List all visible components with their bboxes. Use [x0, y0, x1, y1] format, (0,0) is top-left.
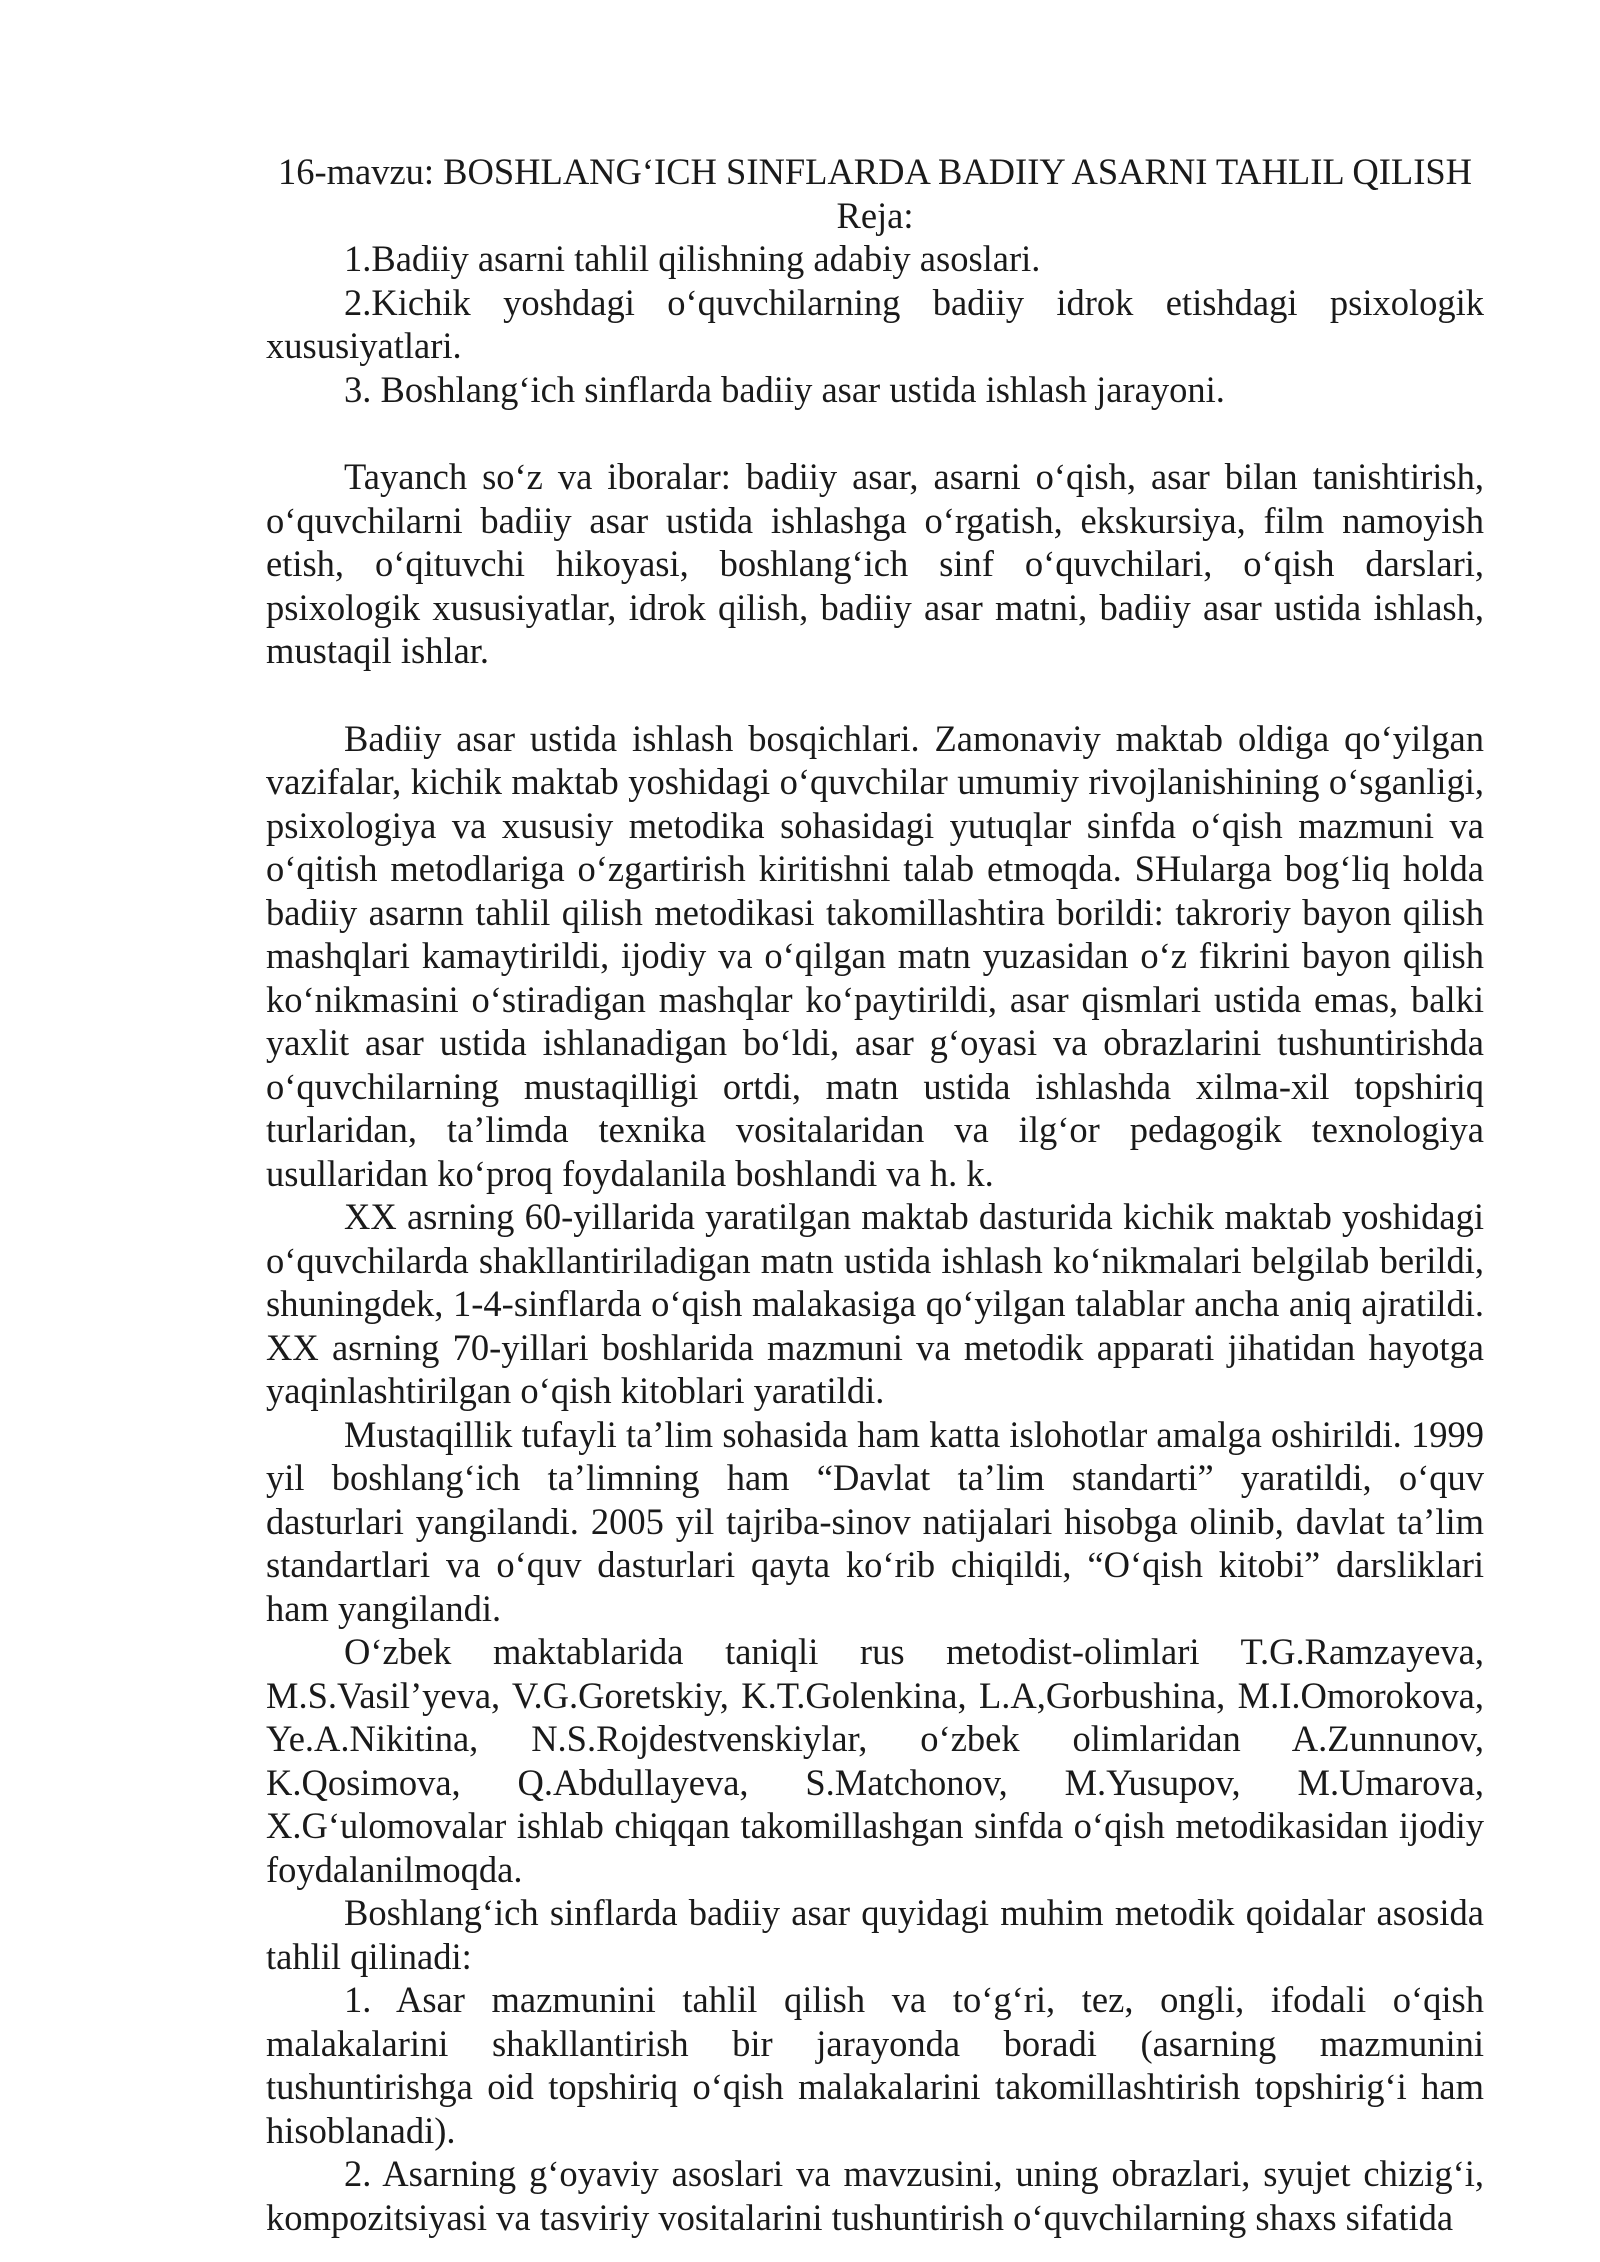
keywords-paragraph: Tayanch so‘z va iboralar: badiiy asar, asarni o‘qish, asar bilan tanishtirish, o‘quvchilarni badiiy asar ustida ishlashga o‘rgatish, ekskursiya, film namoyish etish, o‘qituvchi hikoyasi, boshlang‘ich sinf o‘quvchilari, o‘qish darslari, psixologik xususiyatlar, idrok qilish, badiiy asar matni, badiiy asar ustida ishlash, mustaqil ishlar. — [266, 456, 1484, 671]
plan-list — [266, 237, 1484, 411]
document-page — [266, 150, 1484, 2239]
plan-item: 2.Kichik yoshdagi o‘quvchilarning badiiy idrok etishdagi psixologik xususiyatlari. — [266, 281, 1484, 366]
spacer — [266, 411, 1484, 455]
body-paragraph: Badiiy asar ustida ishlash bosqichlari. Zamonaviy maktab oldiga qo‘yilgan vazifalar, kichik maktab yoshidagi o‘quvchilar umumiy rivojlanishining o‘sganligi, psixologiya va xususiy metodika sohasidagi yutuqlar sinfda o‘qish mazmuni va o‘qitish metodlariga o‘zgartirish kiritishni talab etmoqda. SHularga bog‘liq holda badiiy asarnn tahlil qilish metodikasi takomillashtira borildi: takroriy bayon qilish mashqlari kamaytirildi, ijodiy va o‘qilgan matn yuzasidan o‘z fikrini bayon qilish ko‘nikmasini o‘stiradigan mashqlar ko‘paytirildi, asar qismlari ustida emas, balki yaxlit asar ustida ishlanadigan bo‘ldi, asar g‘oyasi va obrazlarini tushuntirishda o‘quvchilarning mustaqilligi ortdi, matn ustida ishlashda xilma-xil topshiriq turlaridan, ta’limda texnika vositalaridan va ilg‘or pedagogik texnologiya usullaridan ko‘proq foydalanila boshlandi va h. k. — [266, 717, 1484, 1194]
body-paragraph: Boshlang‘ich sinflarda badiiy asar quyidagi muhim metodik qoidalar asosida tahlil qilinadi: — [266, 1892, 1484, 1977]
body-paragraph: 1. Asar mazmunini tahlil qilish va to‘g‘ri, tez, ongli, ifodali o‘qish malakalarini shakllantirish bir jarayonda boradi (asarning mazmunini tushuntirishga oid topshiriq o‘qish malakalarini takomillashtirish topshirig‘i ham hisoblanadi). — [266, 1979, 1484, 2151]
body-paragraph: XX asrning 60-yillarida yaratilgan maktab dasturida kichik maktab yoshidagi o‘quvchilarda shakllantiriladigan matn ustida ishlash ko‘nikmalari belgilab berildi, shuningdek, 1-4-sinflarda o‘qish malakasiga qo‘yilgan talablar ancha aniq ajratildi. XX asrning 70-yillari boshlarida mazmuni va metodik apparati jihatidan hayotga yaqinlashtirilgan o‘qish kitoblari yaratildi. — [266, 1196, 1484, 1411]
document-title: 16-mavzu: BOSHLANG‘ICH SINFLARDA BADIIY ASARNI TAHLIL QILISH — [277, 151, 1473, 192]
body-paragraph: O‘zbek maktablarida taniqli rus metodist-olimlari T.G.Ramzayeva, M.S.Vasil’yeva, V.G.Goretskiy, K.T.Golenkina, L.A,Gorbushina, M.I.Omorokova, Ye.A.Nikitina, N.S.Rojdestvenskiylar, o‘zbek olimlaridan A.Zunnunov, K.Qosimova, Q.Abdullayeva, S.Matchonov, M.Yusupov, M.Umarova, X.G‘ulomovalar ishlab chiqqan takomillashgan sinfda o‘qish metodikasidan ijodiy foydalanilmoqda. — [266, 1631, 1484, 1890]
body-paragraph: Mustaqillik tufayli ta’lim sohasida ham katta islohotlar amalga oshirildi. 1999 yil boshlang‘ich ta’limning ham “Davlat ta’lim standarti” yaratildi, o‘quv dasturlari yangilandi. 2005 yil tajriba-sinov natijalari hisobga olinib, davlat ta’lim standartlari va o‘quv dasturlari qayta ko‘rib chiqildi, “O‘qish kitobi” darsliklari ham yangilandi. — [266, 1413, 1484, 1629]
spacer — [266, 673, 1484, 717]
plan-item: 3. Boshlang‘ich sinflarda badiiy asar ustida ishlash jarayoni. — [344, 368, 1225, 410]
plan-heading: Reja: — [836, 194, 914, 236]
body-paragraph: 2. Asarning g‘oyaviy asoslari va mavzusini, uning obrazlari, syujet chizig‘i, kompozitsiyasi va tasviriy vositalarini tushuntirish o‘quvchilarning shaxs sifatida — [266, 2153, 1484, 2238]
plan-item: 1.Badiiy asarni tahlil qilishning adabiy asoslari. — [344, 238, 1041, 279]
